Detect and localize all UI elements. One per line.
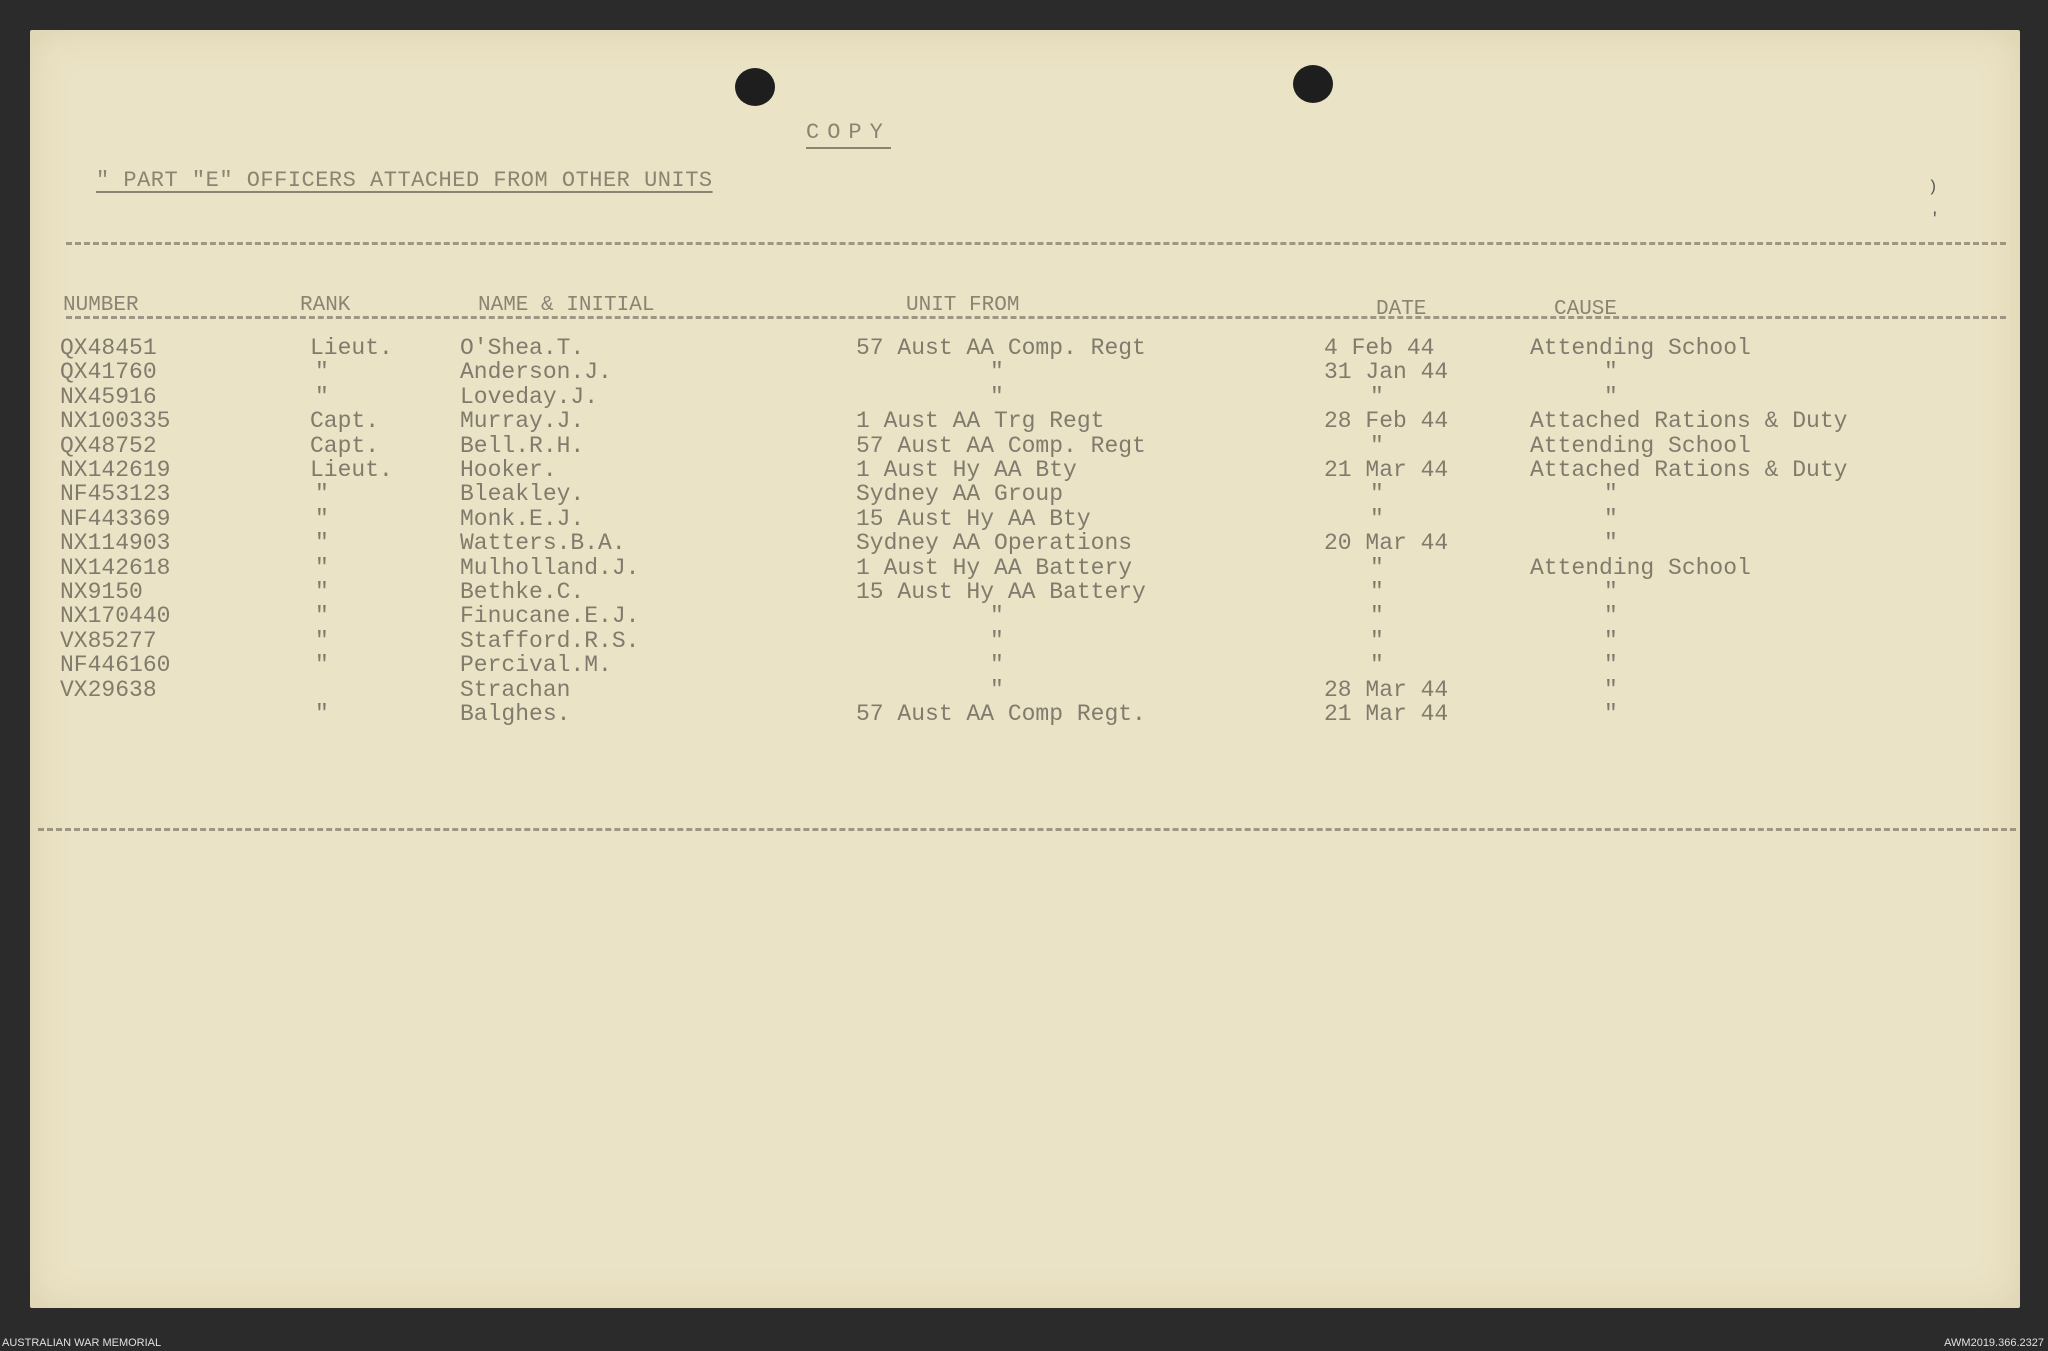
column-header-name: NAME & INITIAL (478, 294, 655, 317)
margin-mark: ) (1928, 178, 1938, 196)
row-rank: " (315, 554, 329, 581)
rule-bottom (38, 828, 2016, 831)
row-unit: Sydney AA Group (856, 481, 1064, 508)
row-number: QX48451 (60, 335, 157, 361)
row-rank: " (315, 383, 329, 410)
row-date: 21 Mar 44 (1324, 701, 1449, 727)
row-number: QX41760 (60, 359, 157, 386)
row-date: " (1370, 554, 1384, 581)
row-cause: Attending School (1530, 335, 1751, 361)
row-date: " (1370, 481, 1384, 508)
footer-reference: AWM2019.366.2327 (1944, 1337, 2044, 1349)
row-number: QX48752 (60, 432, 157, 459)
rule-top (66, 242, 2006, 245)
column-header-rank: RANK (300, 294, 351, 317)
row-number: NX170440 (60, 603, 171, 630)
row-date: " (1370, 383, 1384, 410)
row-rank: " (315, 481, 329, 508)
document-heading: " PART "E" OFFICERS ATTACHED FROM OTHER UNITS (96, 168, 713, 193)
row-cause: Attending School (1530, 554, 1751, 581)
row-name: Loveday.J. (460, 383, 599, 410)
row-cause: " (1604, 603, 1618, 630)
row-unit: 57 Aust AA Comp. Regt (856, 432, 1146, 459)
row-name: Bell.R.H. (460, 432, 585, 459)
row-number: NF453123 (60, 481, 171, 508)
row-name: Watters.B.A. (460, 530, 626, 557)
row-rank: " (315, 530, 329, 557)
row-rank: Lieut. (310, 335, 393, 361)
row-rank: Lieut. (310, 457, 393, 483)
row-number: NX114903 (60, 530, 171, 557)
row-cause: " (1604, 505, 1618, 532)
row-number: NF443369 (60, 505, 171, 532)
row-date: 20 Mar 44 (1324, 530, 1449, 557)
row-number: NX142618 (60, 554, 171, 581)
row-unit: 1 Aust Hy AA Bty (856, 457, 1077, 483)
row-number: VX29638 (60, 676, 157, 703)
row-cause: " (1604, 652, 1618, 679)
row-name: Monk.E.J. (460, 505, 585, 532)
row-name: Stafford.R.S. (460, 627, 640, 654)
row-rank: Capt. (310, 408, 380, 435)
row-name: Mulholland.J. (460, 554, 640, 581)
row-cause: " (1604, 359, 1618, 386)
row-number: NX142619 (60, 457, 171, 483)
row-unit: 15 Aust Hy AA Battery (856, 579, 1146, 605)
row-date: " (1370, 579, 1384, 605)
row-rank: " (315, 505, 329, 532)
row-date: 21 Mar 44 (1324, 457, 1449, 483)
row-unit: " (990, 652, 1004, 679)
row-date: " (1370, 652, 1384, 679)
rule-header (66, 316, 2006, 319)
row-name: Murray.J. (460, 408, 585, 435)
row-name: Percival.M. (460, 652, 612, 679)
row-rank: " (315, 701, 329, 727)
copy-stamp: COPY (806, 120, 891, 149)
row-rank: " (315, 359, 329, 386)
column-header-unit: UNIT FROM (906, 294, 1020, 317)
row-cause: " (1604, 627, 1618, 654)
row-unit: Sydney AA Operations (856, 530, 1133, 557)
row-cause: " (1604, 676, 1618, 703)
row-date: " (1370, 432, 1384, 459)
row-name: Anderson.J. (460, 359, 612, 386)
row-name: Finucane.E.J. (460, 603, 640, 630)
row-date: 28 Feb 44 (1324, 408, 1449, 435)
row-unit: 1 Aust AA Trg Regt (856, 408, 1105, 435)
row-date: 31 Jan 44 (1324, 359, 1449, 386)
row-cause: " (1604, 579, 1618, 605)
punch-hole-right (1293, 65, 1333, 103)
row-cause: " (1604, 481, 1618, 508)
row-cause: Attached Rations & Duty (1530, 457, 1848, 483)
row-name: Bethke.C. (460, 579, 585, 605)
row-name: Hooker. (460, 457, 557, 483)
row-unit: " (990, 676, 1004, 703)
row-date: " (1370, 505, 1384, 532)
row-unit: " (990, 603, 1004, 630)
column-header-cause: CAUSE (1554, 298, 1618, 321)
row-cause: Attending School (1530, 432, 1751, 459)
row-date: 28 Mar 44 (1324, 676, 1449, 703)
row-unit: 1 Aust Hy AA Battery (856, 554, 1133, 581)
row-date: " (1370, 627, 1384, 654)
row-name: Balghes. (460, 701, 571, 727)
footer-archive-label: AUSTRALIAN WAR MEMORIAL (2, 1337, 162, 1349)
row-unit: 57 Aust AA Comp. Regt (856, 335, 1146, 361)
row-date: 4 Feb 44 (1324, 335, 1435, 361)
row-rank: " (315, 579, 329, 605)
row-rank: " (315, 652, 329, 679)
row-unit: 57 Aust AA Comp Regt. (856, 701, 1146, 727)
row-name: O'Shea.T. (460, 335, 585, 361)
margin-mark-2: ' (1930, 210, 1940, 228)
punch-hole-left (735, 68, 775, 106)
row-rank: Capt. (310, 432, 380, 459)
row-number: NX9150 (60, 579, 143, 605)
document-page (30, 30, 2020, 1308)
row-number: NF446160 (60, 652, 171, 679)
row-unit: " (990, 627, 1004, 654)
row-name: Strachan (460, 676, 571, 703)
row-cause: " (1604, 530, 1618, 557)
row-date: " (1370, 603, 1384, 630)
row-cause: " (1604, 383, 1618, 410)
row-number: VX85277 (60, 627, 157, 654)
row-number: NX45916 (60, 383, 157, 410)
row-name: Bleakley. (460, 481, 585, 508)
column-header-number: NUMBER (63, 294, 139, 317)
row-cause: Attached Rations & Duty (1530, 408, 1848, 435)
row-cause: " (1604, 701, 1618, 727)
row-unit: 15 Aust Hy AA Bty (856, 505, 1091, 532)
row-unit: " (990, 359, 1004, 386)
row-rank: " (315, 603, 329, 630)
row-unit: " (990, 383, 1004, 410)
column-header-date: DATE (1376, 298, 1427, 321)
row-number: NX100335 (60, 408, 171, 435)
row-rank: " (315, 627, 329, 654)
